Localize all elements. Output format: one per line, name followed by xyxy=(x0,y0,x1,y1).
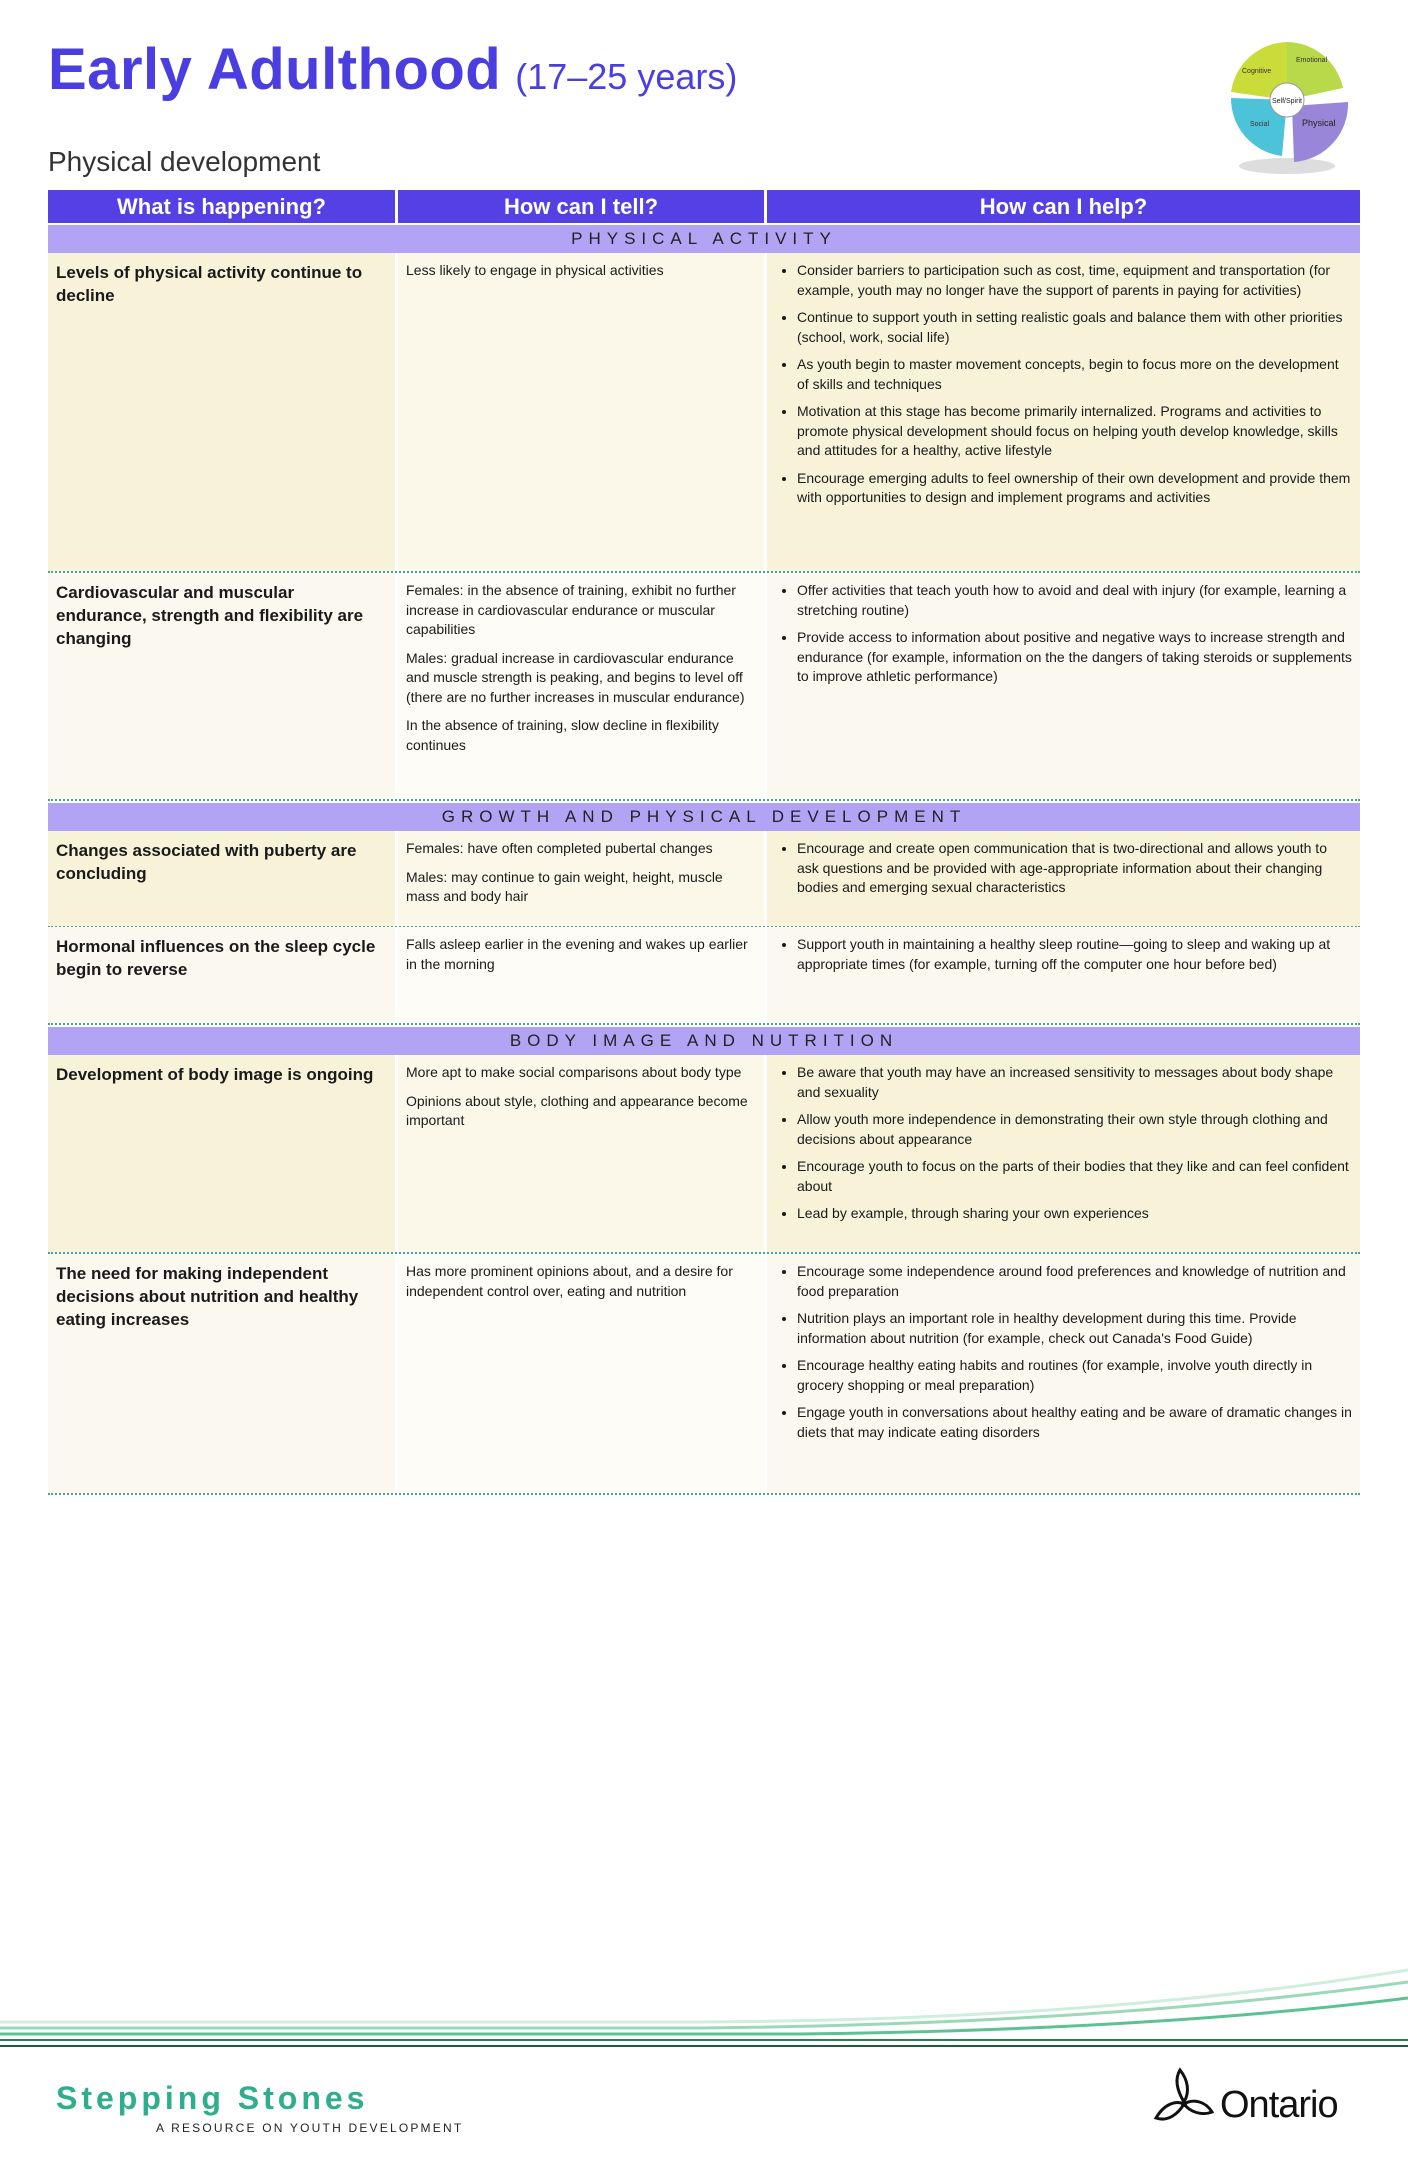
help-cell xyxy=(767,1055,1360,1252)
what-cell: The need for making independent decisions about nutrition and healthy eating increases xyxy=(48,1254,398,1493)
stepping-stones-logo xyxy=(56,2080,463,2135)
help-cell xyxy=(767,1254,1360,1493)
help-item: • Support youth in maintaining a healthy sleep routine—going to sleep and waking up at appropriate times (for example, turning off the computer one hour before bed) xyxy=(797,935,1352,974)
help-item: • Provide access to information about positive and negative ways to increase strength and endurance (for example, information on the the dangers of taking steroids or supplements to improve athletic performance) xyxy=(797,628,1352,687)
column-header-what: What is happening? xyxy=(48,190,398,223)
tell-cell xyxy=(398,831,767,926)
band-physical-activity: PHYSICAL ACTIVITY xyxy=(48,225,1360,253)
wheel-label-social: Social xyxy=(1250,121,1270,128)
tell-cell xyxy=(398,927,767,1023)
age-range: (17–25 years) xyxy=(515,56,738,97)
wheel-label-self-spirit: Self/Spirit xyxy=(1272,98,1302,105)
page-title: Early Adulthood xyxy=(48,37,502,102)
ontario-logo xyxy=(1150,2066,1360,2136)
help-item: • Nutrition plays an important role in healthy development during this time. Provide information about nutrition (for example, check out Canada's Food Guide) xyxy=(797,1309,1352,1348)
tell-cell xyxy=(398,573,767,799)
trillium-icon xyxy=(1150,2066,1218,2136)
development-table xyxy=(48,190,1360,1495)
tell-item: Falls asleep earlier in the evening and wakes up earlier in the morning xyxy=(406,936,748,972)
tell-cell xyxy=(398,1055,767,1252)
help-item: • Motivation at this stage has become primarily internalized. Programs and activities to promote physical development should focus on helping youth develop knowledge, skills and attitudes for a healthy, active lifestyle xyxy=(797,402,1352,461)
table-row xyxy=(48,253,1360,573)
column-header-tell: How can I tell? xyxy=(398,190,767,223)
help-cell xyxy=(767,573,1360,799)
table-header xyxy=(48,190,1360,223)
what-cell: Hormonal influences on the sleep cycle begin to reverse xyxy=(48,927,398,1023)
help-item: • Encourage some independence around food preferences and knowledge of nutrition and food preparation xyxy=(797,1262,1352,1301)
section-title: Physical development xyxy=(48,146,321,177)
what-cell: Cardiovascular and muscular endurance, strength and flexibility are changing xyxy=(48,573,398,799)
tell-item: Females: have often completed pubertal changes xyxy=(406,840,713,856)
band-body-image-nutrition: BODY IMAGE AND NUTRITION xyxy=(48,1027,1360,1055)
wheel-label-cognitive: Cognitive xyxy=(1242,68,1272,75)
help-item: • Encourage healthy eating habits and routines (for example, involve youth directly in grocery shopping or meal preparation) xyxy=(797,1356,1352,1395)
help-cell xyxy=(767,927,1360,1023)
ontario-wordmark: Ontario xyxy=(1220,2084,1338,2126)
wheel-label-emotional: Emotional xyxy=(1296,57,1328,64)
tell-item: Males: gradual increase in cardiovascular endurance and muscle strength is peaking, and begins to level off (there are no further increases in muscular endurance) xyxy=(406,649,745,705)
help-item: • Engage youth in conversations about healthy eating and be aware of dramatic changes in diets that may indicate eating disorders xyxy=(797,1403,1352,1442)
tell-cell xyxy=(398,1254,767,1493)
help-item: • Encourage and create open communication that is two-directional and allows youth to ask questions and be provided with age-appropriate information about their changing bodies and emerging sexual characteristics xyxy=(797,839,1352,898)
column-header-help: How can I help? xyxy=(767,190,1360,223)
band-growth-physical-development: GROWTH AND PHYSICAL DEVELOPMENT xyxy=(48,803,1360,831)
table-row xyxy=(48,1055,1360,1254)
help-cell xyxy=(767,253,1360,571)
help-item: • Be aware that youth may have an increased sensitivity to messages about body shape and sexuality xyxy=(797,1063,1352,1102)
footer-decorative-lines xyxy=(0,1960,1408,2060)
help-item: • Encourage youth to focus on the parts of their bodies that they like and can feel confident about xyxy=(797,1157,1352,1196)
table-row xyxy=(48,1254,1360,1495)
help-cell xyxy=(767,831,1360,926)
what-cell: Levels of physical activity continue to decline xyxy=(48,253,398,571)
what-cell: Changes associated with puberty are concluding xyxy=(48,831,398,926)
wheel-label-physical: Physical xyxy=(1302,118,1336,128)
tell-item: Less likely to engage in physical activities xyxy=(406,262,664,278)
tell-item: Females: in the absence of training, exhibit no further increase in cardiovascular endurance or muscular capabilities xyxy=(406,582,736,637)
development-wheel-icon xyxy=(1222,38,1352,188)
what-cell: Development of body image is ongoing xyxy=(48,1055,398,1252)
help-item: • Consider barriers to participation such as cost, time, equipment and transportation (for example, youth may no longer have the support of parents in paying for activities) xyxy=(797,261,1352,300)
brand-tagline: A RESOURCE ON YOUTH DEVELOPMENT xyxy=(156,2121,464,2135)
tell-item: Opinions about style, clothing and appearance become important xyxy=(406,1092,748,1128)
brand-name: Stepping Stones xyxy=(56,2080,369,2116)
table-row xyxy=(48,831,1360,927)
table-row xyxy=(48,573,1360,801)
help-item: • As youth begin to master movement concepts, begin to focus more on the development of skills and techniques xyxy=(797,355,1352,394)
tell-item: More apt to make social comparisons about body type xyxy=(406,1064,742,1080)
help-item: • Allow youth more independence in demonstrating their own style through clothing and decisions about appearance xyxy=(797,1110,1352,1149)
tell-item: Has more prominent opinions about, and a desire for independent control over, eating and nutrition xyxy=(406,1263,733,1299)
tell-item: Males: may continue to gain weight, height, muscle mass and body hair xyxy=(406,868,723,904)
help-item: • Encourage emerging adults to feel ownership of their own development and provide them with opportunities to design and implement programs and activities xyxy=(797,469,1352,508)
table-row xyxy=(48,927,1360,1025)
tell-item: In the absence of training, slow decline in flexibility continues xyxy=(406,717,719,753)
tell-cell xyxy=(398,253,767,571)
page-heading xyxy=(48,36,737,103)
help-item: • Offer activities that teach youth how to avoid and deal with injury (for example, learning a stretching routine) xyxy=(797,581,1352,620)
help-item: • Lead by example, through sharing your own experiences xyxy=(797,1204,1352,1224)
help-item: • Continue to support youth in setting realistic goals and balance them with other priorities (school, work, social life) xyxy=(797,308,1352,347)
